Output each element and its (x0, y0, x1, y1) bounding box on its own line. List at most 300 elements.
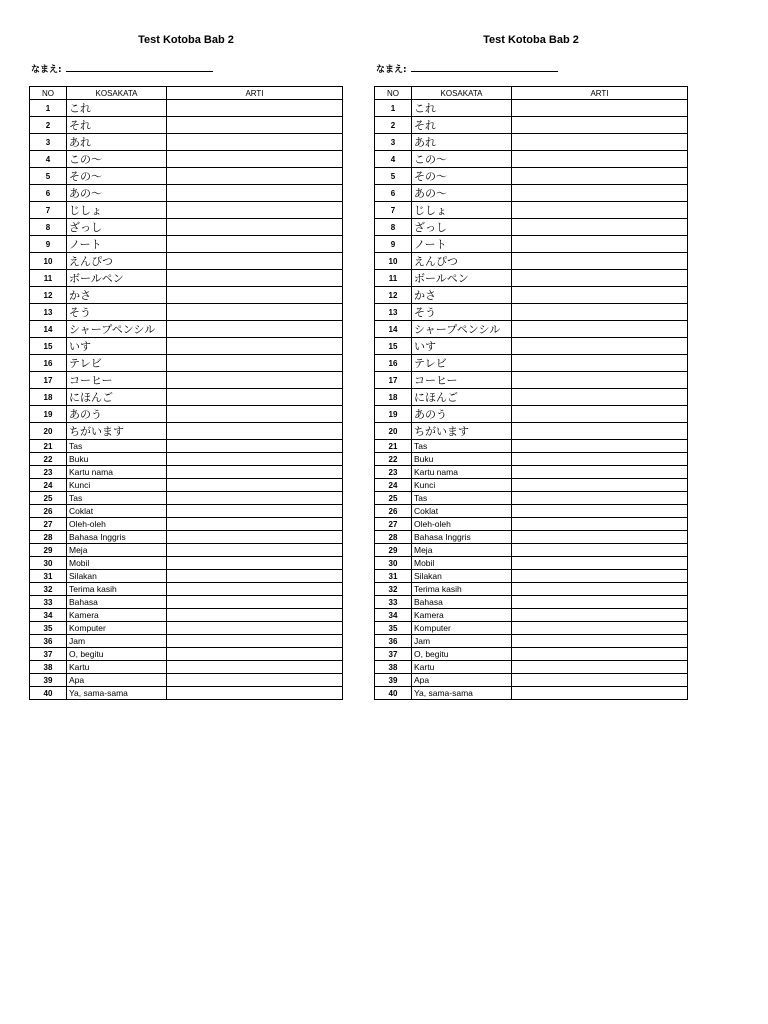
table-row (30, 304, 343, 321)
kosakata-cell: Kunci (67, 479, 167, 492)
arti-answer-cell[interactable] (512, 202, 688, 219)
arti-answer-cell[interactable] (512, 151, 688, 168)
kosakata-cell: えんぴつ (67, 253, 167, 270)
table-row (30, 687, 343, 700)
table-row (30, 287, 343, 304)
kosakata-cell: Tas (67, 440, 167, 453)
row-number: 35 (30, 622, 67, 635)
arti-answer-cell[interactable] (512, 168, 688, 185)
row-number: 30 (375, 557, 412, 570)
header-no: NO (30, 87, 67, 100)
arti-answer-cell[interactable] (167, 557, 343, 570)
arti-answer-cell[interactable] (167, 202, 343, 219)
row-number: 5 (375, 168, 412, 185)
table-row (30, 544, 343, 557)
kosakata-cell: O, begitu (67, 648, 167, 661)
table-row (30, 492, 343, 505)
row-number: 23 (30, 466, 67, 479)
arti-answer-cell[interactable] (167, 151, 343, 168)
table-row (375, 648, 688, 661)
arti-answer-cell[interactable] (167, 648, 343, 661)
row-number: 14 (375, 321, 412, 338)
table-row (375, 270, 688, 287)
table-row (30, 168, 343, 185)
row-number: 26 (375, 505, 412, 518)
table-row (30, 570, 343, 583)
kosakata-cell: その～ (67, 168, 167, 185)
row-number: 12 (30, 287, 67, 304)
table-row (30, 440, 343, 453)
kosakata-cell: Kartu (412, 661, 512, 674)
table-row (375, 134, 688, 151)
row-number: 35 (375, 622, 412, 635)
arti-answer-cell[interactable] (167, 304, 343, 321)
table-row (375, 440, 688, 453)
kosakata-cell: Meja (67, 544, 167, 557)
arti-answer-cell[interactable] (512, 270, 688, 287)
kosakata-cell: あのう (67, 406, 167, 423)
row-number: 4 (30, 151, 67, 168)
table-row (375, 202, 688, 219)
table-row (375, 466, 688, 479)
kosakata-cell: Kamera (67, 609, 167, 622)
kosakata-cell: Oleh-oleh (412, 518, 512, 531)
arti-answer-cell[interactable] (512, 466, 688, 479)
arti-answer-cell[interactable] (167, 453, 343, 466)
row-number: 5 (30, 168, 67, 185)
vocab-table (29, 86, 343, 700)
kosakata-cell: Mobil (67, 557, 167, 570)
kosakata-cell: あの～ (67, 185, 167, 202)
table-row (375, 253, 688, 270)
arti-answer-cell[interactable] (512, 518, 688, 531)
row-number: 40 (30, 687, 67, 700)
kosakata-cell: ボールペン (412, 270, 512, 287)
table-row (375, 479, 688, 492)
table-row (375, 544, 688, 557)
table-row (30, 134, 343, 151)
table-row (30, 253, 343, 270)
arti-answer-cell[interactable] (167, 466, 343, 479)
arti-answer-cell[interactable] (512, 674, 688, 687)
arti-answer-cell[interactable] (512, 531, 688, 544)
row-number: 11 (30, 270, 67, 287)
kosakata-cell: Ya, sama-sama (412, 687, 512, 700)
table-row (375, 304, 688, 321)
arti-answer-cell[interactable] (512, 372, 688, 389)
table-row (375, 661, 688, 674)
arti-answer-cell[interactable] (167, 661, 343, 674)
table-row (375, 117, 688, 134)
kosakata-cell: Silakan (67, 570, 167, 583)
table-row (30, 609, 343, 622)
kosakata-cell: Coklat (67, 505, 167, 518)
arti-answer-cell[interactable] (167, 423, 343, 440)
table-row (375, 531, 688, 544)
arti-answer-cell[interactable] (167, 687, 343, 700)
kosakata-cell: あのう (412, 406, 512, 423)
kosakata-cell: かさ (67, 287, 167, 304)
kosakata-cell: Bahasa (412, 596, 512, 609)
table-row (375, 687, 688, 700)
header-arti: ARTI (167, 87, 343, 100)
kosakata-cell: Kartu nama (412, 466, 512, 479)
arti-answer-cell[interactable] (167, 185, 343, 202)
arti-answer-cell[interactable] (512, 609, 688, 622)
arti-answer-cell[interactable] (167, 219, 343, 236)
table-row (375, 635, 688, 648)
arti-answer-cell[interactable] (512, 321, 688, 338)
row-number: 16 (375, 355, 412, 372)
arti-answer-cell[interactable] (512, 423, 688, 440)
table-row (30, 202, 343, 219)
arti-answer-cell[interactable] (167, 389, 343, 406)
row-number: 10 (375, 253, 412, 270)
arti-answer-cell[interactable] (512, 453, 688, 466)
arti-answer-cell[interactable] (512, 219, 688, 236)
arti-answer-cell[interactable] (167, 236, 343, 253)
arti-answer-cell[interactable] (512, 622, 688, 635)
arti-answer-cell[interactable] (512, 440, 688, 453)
table-row (30, 236, 343, 253)
header-no: NO (375, 87, 412, 100)
table-row (30, 635, 343, 648)
kosakata-cell: Kartu nama (67, 466, 167, 479)
arti-answer-cell[interactable] (167, 492, 343, 505)
kosakata-cell: Apa (412, 674, 512, 687)
arti-answer-cell[interactable] (512, 253, 688, 270)
arti-answer-cell[interactable] (512, 338, 688, 355)
kosakata-cell: Jam (412, 635, 512, 648)
table-row (375, 557, 688, 570)
kosakata-cell: にほんご (412, 389, 512, 406)
arti-answer-cell[interactable] (512, 355, 688, 372)
row-number: 2 (375, 117, 412, 134)
table-row (375, 372, 688, 389)
kosakata-cell: ノート (412, 236, 512, 253)
row-number: 19 (30, 406, 67, 423)
kosakata-cell: Komputer (412, 622, 512, 635)
kosakata-cell: Terima kasih (412, 583, 512, 596)
header-arti: ARTI (512, 87, 688, 100)
arti-answer-cell[interactable] (512, 687, 688, 700)
kosakata-cell: これ (412, 100, 512, 117)
table-row (375, 219, 688, 236)
kosakata-cell: Kunci (412, 479, 512, 492)
kosakata-cell: その～ (412, 168, 512, 185)
arti-answer-cell[interactable] (512, 492, 688, 505)
table-row (30, 372, 343, 389)
row-number: 26 (30, 505, 67, 518)
arti-answer-cell[interactable] (512, 505, 688, 518)
row-number: 14 (30, 321, 67, 338)
row-number: 19 (375, 406, 412, 423)
table-row (375, 596, 688, 609)
arti-answer-cell[interactable] (512, 479, 688, 492)
arti-answer-cell[interactable] (167, 609, 343, 622)
arti-answer-cell[interactable] (512, 389, 688, 406)
kosakata-cell: Tas (412, 440, 512, 453)
row-number: 23 (375, 466, 412, 479)
table-row (375, 321, 688, 338)
row-number: 21 (375, 440, 412, 453)
kosakata-cell: Tas (67, 492, 167, 505)
arti-answer-cell[interactable] (512, 304, 688, 321)
row-number: 32 (30, 583, 67, 596)
arti-answer-cell[interactable] (512, 185, 688, 202)
row-number: 6 (375, 185, 412, 202)
kosakata-cell: テレビ (412, 355, 512, 372)
row-number: 24 (375, 479, 412, 492)
table-row (375, 389, 688, 406)
row-number: 20 (375, 423, 412, 440)
page-title: Test Kotoba Bab 2 (483, 34, 579, 46)
table-row (375, 355, 688, 372)
kosakata-cell: ちがいます (412, 423, 512, 440)
kosakata-cell: いす (67, 338, 167, 355)
table-row (30, 338, 343, 355)
name-label: なまえ: (31, 65, 62, 75)
header-row (30, 87, 343, 100)
kosakata-cell: コーヒー (67, 372, 167, 389)
row-number: 7 (375, 202, 412, 219)
kosakata-cell: Kartu (67, 661, 167, 674)
row-number: 21 (30, 440, 67, 453)
kosakata-cell: かさ (412, 287, 512, 304)
table-row (30, 596, 343, 609)
arti-answer-cell[interactable] (512, 406, 688, 423)
row-number: 36 (30, 635, 67, 648)
table-row (30, 219, 343, 236)
table-row (375, 100, 688, 117)
kosakata-cell: この～ (67, 151, 167, 168)
row-number: 33 (375, 596, 412, 609)
row-number: 9 (30, 236, 67, 253)
kosakata-cell: それ (412, 117, 512, 134)
kosakata-cell: ざっし (67, 219, 167, 236)
row-number: 10 (30, 253, 67, 270)
arti-answer-cell[interactable] (167, 168, 343, 185)
arti-answer-cell[interactable] (167, 321, 343, 338)
row-number: 2 (30, 117, 67, 134)
arti-answer-cell[interactable] (167, 518, 343, 531)
table-row (375, 674, 688, 687)
row-number: 30 (30, 557, 67, 570)
kosakata-cell: ちがいます (67, 423, 167, 440)
arti-answer-cell[interactable] (167, 622, 343, 635)
table-row (30, 321, 343, 338)
kosakata-cell: コーヒー (412, 372, 512, 389)
arti-answer-cell[interactable] (167, 544, 343, 557)
row-number: 27 (30, 518, 67, 531)
row-number: 8 (375, 219, 412, 236)
table-row (30, 557, 343, 570)
kosakata-cell: Tas (412, 492, 512, 505)
row-number: 36 (375, 635, 412, 648)
row-number: 3 (30, 134, 67, 151)
row-number: 37 (30, 648, 67, 661)
arti-answer-cell[interactable] (167, 596, 343, 609)
table-row (30, 185, 343, 202)
table-row (30, 622, 343, 635)
row-number: 9 (375, 236, 412, 253)
kosakata-cell: いす (412, 338, 512, 355)
arti-answer-cell[interactable] (167, 270, 343, 287)
row-number: 7 (30, 202, 67, 219)
kosakata-cell: Bahasa Inggris (412, 531, 512, 544)
arti-answer-cell[interactable] (167, 505, 343, 518)
row-number: 28 (375, 531, 412, 544)
row-number: 22 (375, 453, 412, 466)
table-row (375, 505, 688, 518)
row-number: 6 (30, 185, 67, 202)
arti-answer-cell[interactable] (512, 583, 688, 596)
kosakata-cell: Oleh-oleh (67, 518, 167, 531)
arti-answer-cell[interactable] (167, 253, 343, 270)
kosakata-cell: Buku (412, 453, 512, 466)
row-number: 13 (30, 304, 67, 321)
table-row (375, 518, 688, 531)
table-row (375, 236, 688, 253)
kosakata-cell: Bahasa (67, 596, 167, 609)
row-number: 16 (30, 355, 67, 372)
page-title: Test Kotoba Bab 2 (138, 34, 234, 46)
arti-answer-cell[interactable] (512, 544, 688, 557)
table-row (30, 355, 343, 372)
table-row (375, 453, 688, 466)
kosakata-cell: えんぴつ (412, 253, 512, 270)
row-number: 31 (30, 570, 67, 583)
row-number: 18 (375, 389, 412, 406)
row-number: 34 (30, 609, 67, 622)
row-number: 34 (375, 609, 412, 622)
row-number: 25 (375, 492, 412, 505)
kosakata-cell: ざっし (412, 219, 512, 236)
kosakata-cell: シャープペンシル (412, 321, 512, 338)
arti-answer-cell[interactable] (167, 117, 343, 134)
row-number: 17 (375, 372, 412, 389)
table-row (30, 661, 343, 674)
arti-answer-cell[interactable] (167, 440, 343, 453)
row-number: 15 (375, 338, 412, 355)
arti-answer-cell[interactable] (167, 674, 343, 687)
row-number: 4 (375, 151, 412, 168)
kosakata-cell: あれ (67, 134, 167, 151)
arti-answer-cell[interactable] (167, 134, 343, 151)
kosakata-cell: Ya, sama-sama (67, 687, 167, 700)
table-row (30, 117, 343, 134)
kosakata-cell: そう (67, 304, 167, 321)
kosakata-cell: テレビ (67, 355, 167, 372)
kosakata-cell: ボールペン (67, 270, 167, 287)
arti-answer-cell[interactable] (512, 100, 688, 117)
name-label: なまえ: (376, 65, 407, 75)
row-number: 22 (30, 453, 67, 466)
arti-answer-cell[interactable] (167, 372, 343, 389)
arti-answer-cell[interactable] (167, 287, 343, 304)
row-number: 13 (375, 304, 412, 321)
arti-answer-cell[interactable] (167, 583, 343, 596)
kosakata-cell: シャープペンシル (67, 321, 167, 338)
row-number: 24 (30, 479, 67, 492)
arti-answer-cell[interactable] (167, 406, 343, 423)
arti-answer-cell[interactable] (512, 557, 688, 570)
kosakata-cell: Buku (67, 453, 167, 466)
arti-answer-cell[interactable] (167, 338, 343, 355)
arti-answer-cell[interactable] (167, 570, 343, 583)
table-row (30, 270, 343, 287)
kosakata-cell: そう (412, 304, 512, 321)
arti-answer-cell[interactable] (512, 117, 688, 134)
row-number: 15 (30, 338, 67, 355)
table-row (375, 168, 688, 185)
kosakata-cell: Terima kasih (67, 583, 167, 596)
table-row (375, 609, 688, 622)
table-row (375, 583, 688, 596)
kosakata-cell: この～ (412, 151, 512, 168)
kosakata-cell: じしょ (67, 202, 167, 219)
arti-answer-cell[interactable] (512, 635, 688, 648)
row-number: 40 (375, 687, 412, 700)
table-row (375, 622, 688, 635)
table-row (30, 100, 343, 117)
arti-answer-cell[interactable] (512, 570, 688, 583)
arti-answer-cell[interactable] (512, 596, 688, 609)
row-number: 18 (30, 389, 67, 406)
table-row (30, 466, 343, 479)
arti-answer-cell[interactable] (512, 648, 688, 661)
table-row (375, 570, 688, 583)
arti-answer-cell[interactable] (512, 287, 688, 304)
arti-answer-cell[interactable] (512, 134, 688, 151)
kosakata-cell: じしょ (412, 202, 512, 219)
arti-answer-cell[interactable] (167, 100, 343, 117)
table-row (375, 185, 688, 202)
row-number: 12 (375, 287, 412, 304)
row-number: 37 (375, 648, 412, 661)
table-row (375, 287, 688, 304)
table-row (375, 338, 688, 355)
arti-answer-cell[interactable] (167, 635, 343, 648)
arti-answer-cell[interactable] (167, 479, 343, 492)
arti-answer-cell[interactable] (512, 661, 688, 674)
kosakata-cell: これ (67, 100, 167, 117)
row-number: 32 (375, 583, 412, 596)
row-number: 28 (30, 531, 67, 544)
row-number: 27 (375, 518, 412, 531)
name-blank-line (66, 63, 213, 72)
name-row (31, 62, 213, 75)
header-row (375, 87, 688, 100)
row-number: 29 (375, 544, 412, 557)
kosakata-cell: ノート (67, 236, 167, 253)
kosakata-cell: Apa (67, 674, 167, 687)
name-row (376, 62, 558, 75)
arti-answer-cell[interactable] (512, 236, 688, 253)
kosakata-cell: Komputer (67, 622, 167, 635)
kosakata-cell: Coklat (412, 505, 512, 518)
row-number: 3 (375, 134, 412, 151)
row-number: 1 (375, 100, 412, 117)
kosakata-cell: あの～ (412, 185, 512, 202)
name-blank-line (411, 63, 558, 72)
arti-answer-cell[interactable] (167, 355, 343, 372)
table-row (30, 648, 343, 661)
kosakata-cell: Meja (412, 544, 512, 557)
vocab-table (374, 86, 688, 700)
row-number: 39 (30, 674, 67, 687)
arti-answer-cell[interactable] (167, 531, 343, 544)
